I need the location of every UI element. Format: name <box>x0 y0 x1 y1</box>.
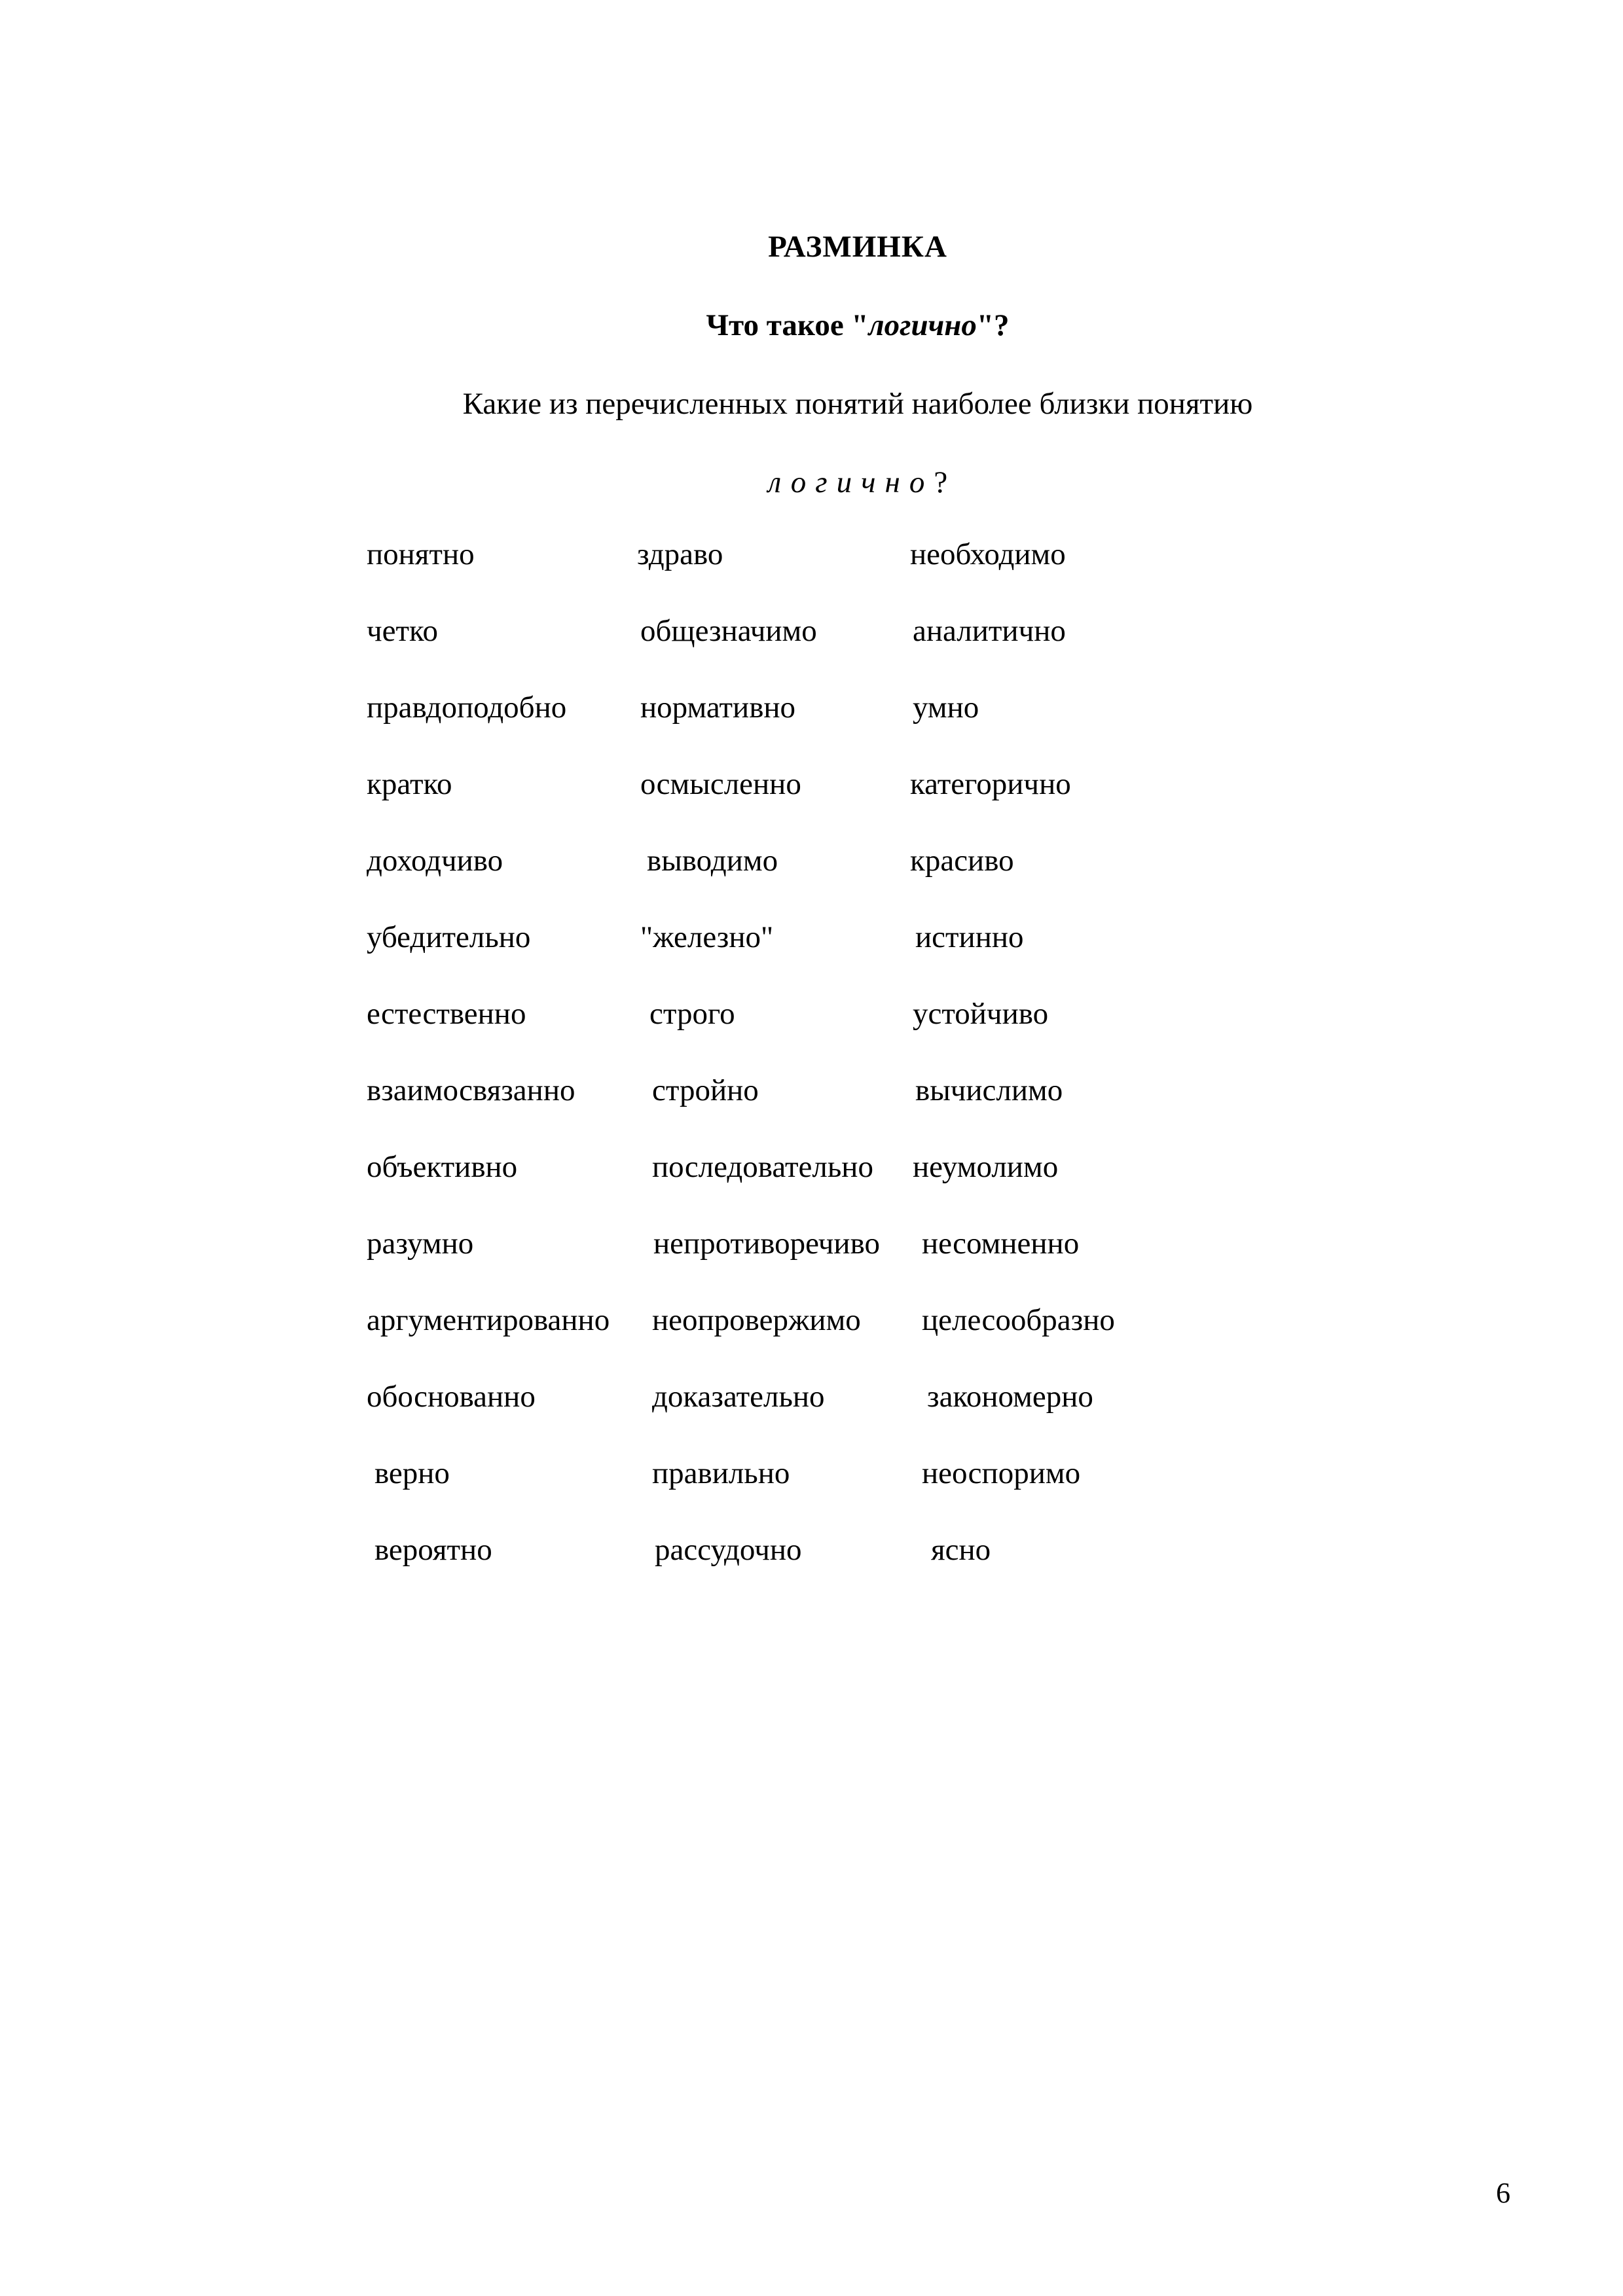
target-word-line <box>0 465 1623 500</box>
word-item: взаимосвязанно <box>367 1073 575 1107</box>
word-item: выводимо <box>647 844 778 878</box>
word-item: истинно <box>915 920 1024 954</box>
subtitle <box>0 308 1623 343</box>
word-item: закономерно <box>927 1380 1093 1414</box>
question-text: Какие из перечисленных понятий наиболее близки понятию <box>462 387 1253 421</box>
word-item: убедительно <box>367 920 531 954</box>
word-row <box>367 920 1218 996</box>
word-item: непротиворечиво <box>653 1227 880 1261</box>
word-item: устойчиво <box>913 997 1049 1031</box>
subtitle-italic-word: логично <box>868 308 977 342</box>
word-item: "железно" <box>640 920 774 954</box>
word-item: доказательно <box>652 1380 825 1414</box>
page-number: 6 <box>1496 2177 1510 2209</box>
word-item: аналитично <box>913 614 1066 648</box>
word-item: верно <box>374 1456 450 1490</box>
word-item: необходимо <box>910 537 1066 571</box>
word-item: стройно <box>652 1073 759 1107</box>
word-item: здраво <box>637 537 723 571</box>
word-row <box>367 537 1218 613</box>
word-item: объективно <box>367 1150 518 1184</box>
word-item: категорично <box>910 767 1071 801</box>
word-grid <box>367 537 1218 1609</box>
page-title: РАЗМИНКА <box>768 230 947 264</box>
word-row <box>367 1532 1218 1609</box>
word-item: несомненно <box>922 1227 1080 1261</box>
word-item: кратко <box>367 767 452 801</box>
word-item: вероятно <box>374 1533 492 1567</box>
word-row <box>367 1456 1218 1532</box>
subtitle-suffix: "? <box>976 308 1010 342</box>
word-item: осмысленно <box>640 767 801 801</box>
target-word: логично <box>767 465 934 499</box>
target-word-suffix: ? <box>934 465 948 499</box>
word-item: последовательно <box>652 1150 873 1184</box>
word-item: общезначимо <box>640 614 817 648</box>
word-item: понятно <box>367 537 475 571</box>
word-item: четко <box>367 614 438 648</box>
word-item: целесообразно <box>922 1303 1115 1337</box>
word-item: ясно <box>931 1533 991 1567</box>
word-item: обоснованно <box>367 1380 536 1414</box>
word-item: доходчиво <box>367 844 503 878</box>
word-item: разумно <box>367 1227 474 1261</box>
word-row <box>367 690 1218 766</box>
word-item: правильно <box>652 1456 790 1490</box>
word-item: умно <box>913 691 979 725</box>
word-item: неумолимо <box>913 1150 1059 1184</box>
word-item: рассудочно <box>655 1533 802 1567</box>
word-item: нормативно <box>640 691 796 725</box>
word-row <box>367 766 1218 843</box>
word-item: вычислимо <box>915 1073 1063 1107</box>
word-row <box>367 613 1218 690</box>
word-item: неопровержимо <box>652 1303 861 1337</box>
word-row <box>367 1149 1218 1226</box>
word-row <box>367 1302 1218 1379</box>
word-item: строго <box>649 997 735 1031</box>
word-row <box>367 843 1218 920</box>
word-item: красиво <box>910 844 1014 878</box>
word-row <box>367 1379 1218 1456</box>
subtitle-prefix: Что такое " <box>706 308 869 342</box>
word-row <box>367 996 1218 1073</box>
word-item: аргументированно <box>367 1303 610 1337</box>
word-row <box>367 1073 1218 1149</box>
word-item: правдоподобно <box>367 691 567 725</box>
word-item: естественно <box>367 997 526 1031</box>
word-item: неоспоримо <box>922 1456 1081 1490</box>
word-row <box>367 1226 1218 1302</box>
